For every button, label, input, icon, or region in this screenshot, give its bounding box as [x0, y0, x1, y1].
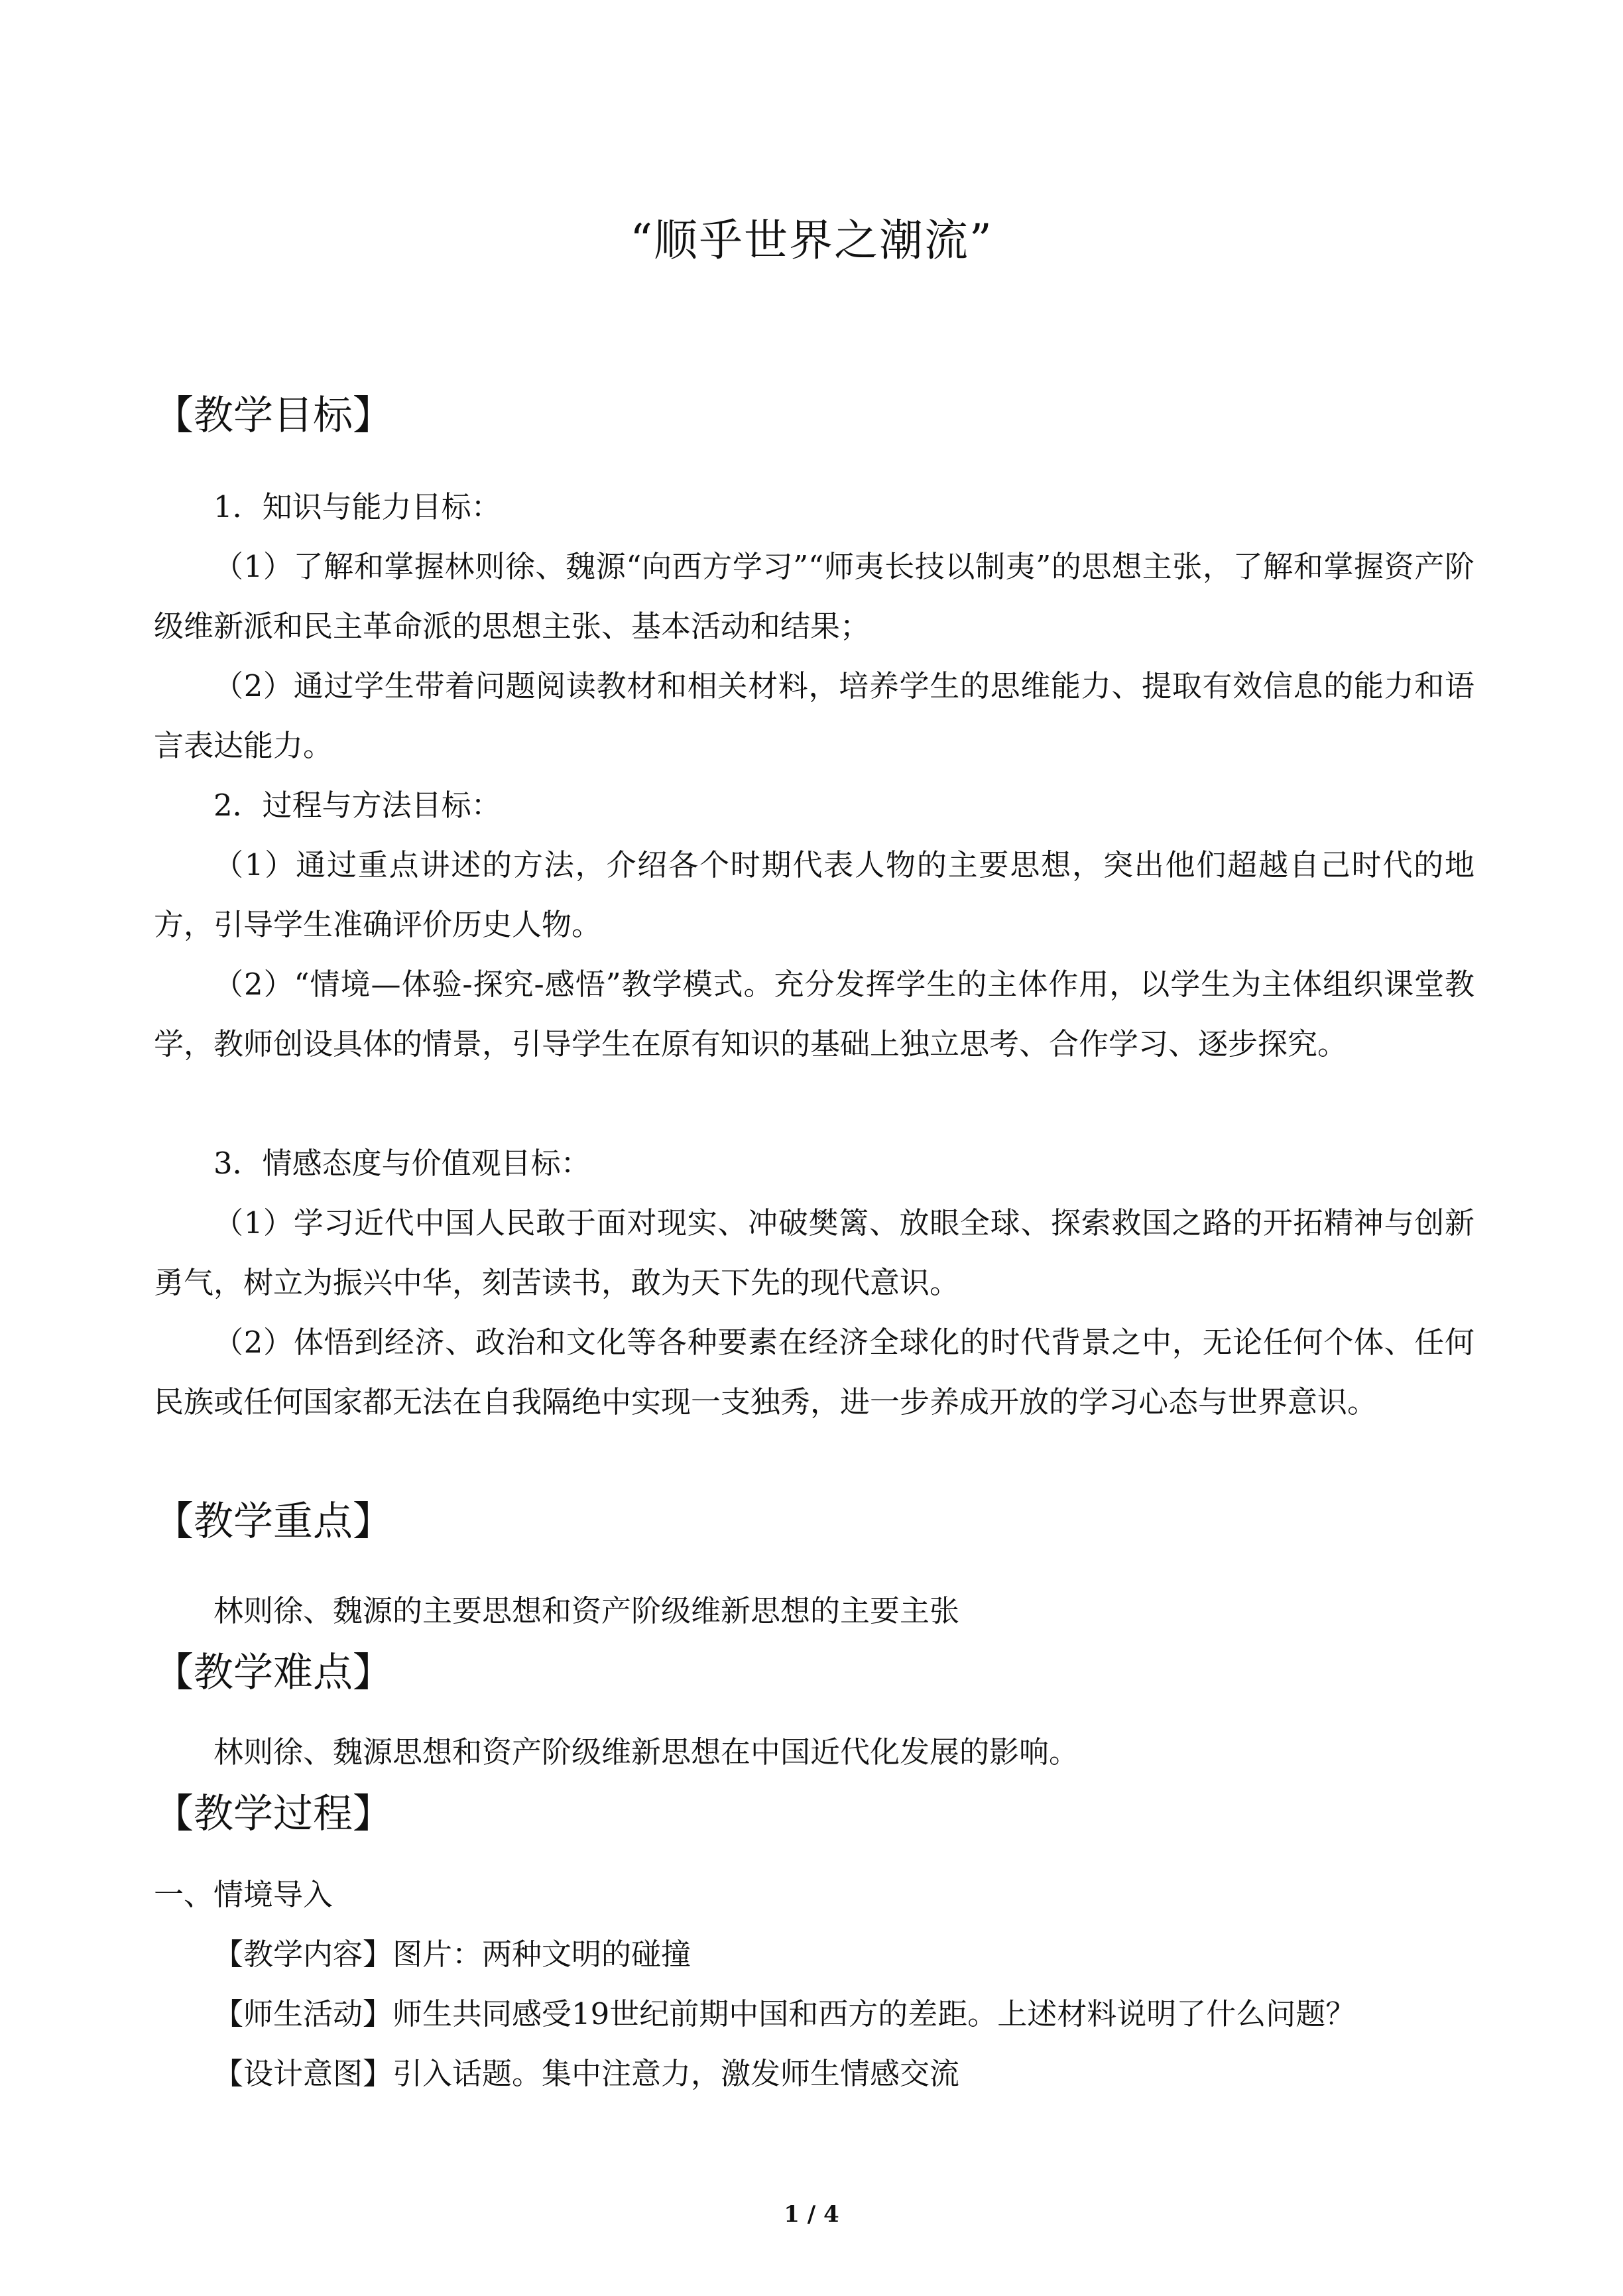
goal2-title: 2．过程与方法目标：	[213, 788, 501, 823]
goal1-paragraph-2: （2）通过学生带着问题阅读教材和相关材料，培养学生的思维能力、提取有效信息的能力和语言表达能力。	[154, 668, 1474, 763]
process-content: 【教学内容】图片：两种文明的碰撞	[213, 1937, 691, 1972]
goal1-title: 1．知识与能力目标：	[213, 489, 501, 524]
process-heading: 【教学过程】	[154, 1791, 392, 1837]
goal1-paragraph-1: （1）了解和掌握林则徐、魏源“向西方学习”“师夷长技以制夷”的思想主张，了解和掌握资产阶级维新派和民主革命派的思想主张、基本活动和结果；	[154, 549, 1474, 644]
goal3-paragraph-2: （2）体悟到经济、政治和文化等各种要素在经济全球化的时代背景之中，无论任何个体、任何民族或任何国家都无法在自我隔绝中实现一支独秀，进一步养成开放的学习心态与世界意识。	[154, 1325, 1474, 1420]
key-points-text: 林则徐、魏源的主要思想和资产阶级维新思想的主要主张	[213, 1593, 960, 1628]
process-activity: 【师生活动】师生共同感受19世纪前期中国和西方的差距。上述材料说明了什么问题？	[213, 1996, 1356, 2031]
difficulties-text: 林则徐、魏源思想和资产阶级维新思想在中国近代化发展的影响。	[213, 1734, 1079, 1770]
goal3-title: 3．情感态度与价值观目标：	[213, 1146, 591, 1181]
key-points-heading: 【教学重点】	[154, 1498, 392, 1545]
objectives-heading: 【教学目标】	[154, 393, 392, 439]
difficulties-heading: 【教学难点】	[154, 1650, 392, 1696]
page-number: 1 / 4	[784, 2201, 839, 2228]
process-part1-title: 一、情境导入	[154, 1877, 333, 1912]
goal2-paragraph-2: （2）“情境—体验-探究-感悟”教学模式。充分发挥学生的主体作用，以学生为主体组织课堂教学，教师创设具体的情景，引导学生在原有知识的基础上独立思考、合作学习、逐步探究。	[154, 967, 1474, 1061]
goal2-paragraph-1: （1）通过重点讲述的方法，介绍各个时期代表人物的主要思想，突出他们超越自己时代的地方，引导学生准确评价历史人物。	[154, 847, 1474, 942]
goal3-paragraph-1: （1）学习近代中国人民敢于面对现实、冲破樊篱、放眼全球、探索救国之路的开拓精神与创新勇气，树立为振兴中华，刻苦读书，敢为天下先的现代意识。	[154, 1205, 1474, 1300]
process-intent: 【设计意图】引入话题。集中注意力，激发师生情感交流	[213, 2056, 960, 2091]
document-title: “顺乎世界之潮流”	[630, 215, 993, 266]
